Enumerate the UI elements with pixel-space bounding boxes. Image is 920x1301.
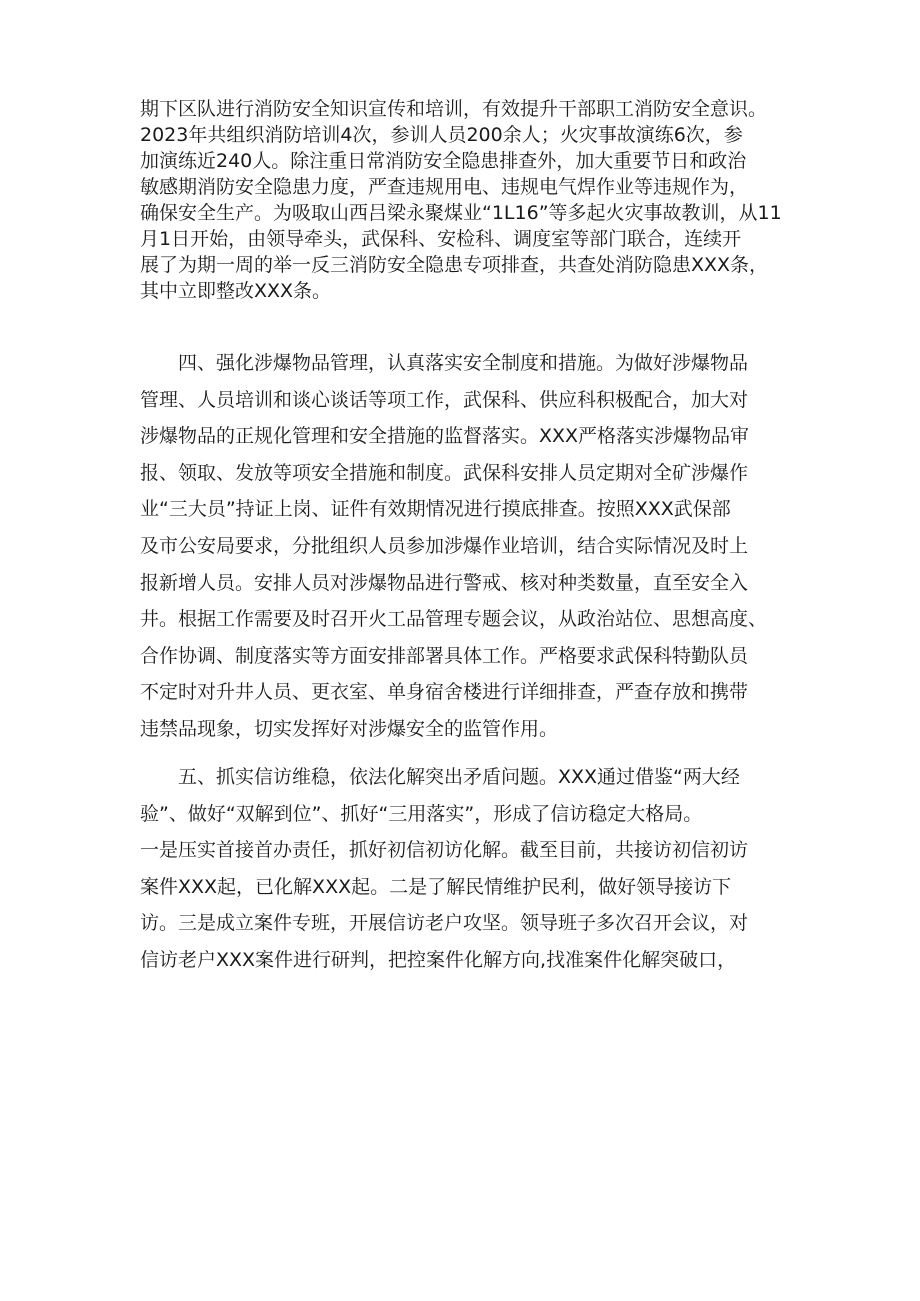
paragraph-fire-safety: [140, 96, 800, 304]
text-line: 2023年共组织消防培训4次，参训人员200余人；火灾事故演练6次，参: [140, 124, 743, 146]
text-line: 井。根据工作需要及时召开火工品管理专题会议，从政治站位、思想高度、: [140, 608, 768, 631]
text-line: 期下区队进行消防安全知识宣传和培训，有效提升干部职工消防安全意识。: [140, 98, 768, 120]
text-line: 报新增人员。安排人员对涉爆物品进行警戒、核对种类数量，直至安全入: [140, 571, 749, 594]
text-line: 业“三大员”持证上岗、证件有效期情况进行摸底排查。按照XXX武保部: [140, 498, 731, 521]
text-line: 违禁品现象，切实发挥好对涉爆安全的监管作用。: [140, 717, 559, 740]
paragraph-petition-stability: [140, 759, 800, 979]
paragraph-explosives-management: [140, 345, 800, 748]
text-line: 及市公安局要求，分批组织人员参加涉爆作业培训，结合实际情况及时上: [140, 534, 749, 557]
text-line: 确保安全生产。为吸取山西吕梁永聚煤业“1L16”等多起火灾事故教训，从11: [140, 202, 782, 224]
text-line: 加演练近240人。除注重日常消防安全隐患排查外，加大重要节日和政治: [140, 150, 747, 172]
text-line: 敏感期消防安全隐患力度，严查违规用电、违规电气焊作业等违规作为，: [140, 176, 749, 198]
text-line: 案件XXX起，已化解XXX起。二是了解民情维护民利，做好领导接访下: [140, 875, 732, 898]
text-line: 其中立即整改XXX条。: [140, 280, 332, 302]
text-line: 合作协调、制度落实等方面安排部署具体工作。严格要求武保科特勤队员: [140, 644, 749, 667]
text-line: 月1日开始，由领导牵头，武保科、安检科、调度室等部门联合，连续开: [140, 228, 742, 250]
text-line: 管理、人员培训和谈心谈话等项工作，武保科、供应科积极配合，加大对: [140, 388, 749, 411]
text-line: 访。三是成立案件专班，开展信访老户攻坚。领导班子多次召开会议，对: [140, 912, 749, 935]
text-line: 不定时对升井人员、更衣室、单身宿舍楼进行详细排查，严查存放和携带: [140, 681, 749, 704]
text-line: 涉爆物品的正规化管理和安全措施的监督落实。XXX严格落实涉爆物品审: [140, 425, 750, 448]
text-line: 一是压实首接首办责任，抓好初信初访化解。截至目前，共接访初信初访: [140, 839, 749, 862]
text-line: 信访老户XXX案件进行研判，把控案件化解方向,找准案件化解突破口，: [140, 948, 737, 971]
text-line: 展了为期一周的举一反三消防安全隐患专项排查，共查处消防隐患XXX条，: [140, 254, 769, 276]
text-line: 验”、做好“双解到位”、抓好“三用落实”，形成了信访稳定大格局。: [140, 802, 703, 825]
text-line: 报、领取、发放等项安全措施和制度。武保科安排人员定期对全矿涉爆作: [140, 461, 749, 484]
text-line: 五、抓实信访维稳，依法化解突出矛盾问题。XXX通过借鉴“两大经: [178, 766, 740, 788]
text-line: 四、强化涉爆物品管理，认真落实安全制度和措施。为做好涉爆物品: [178, 352, 749, 374]
